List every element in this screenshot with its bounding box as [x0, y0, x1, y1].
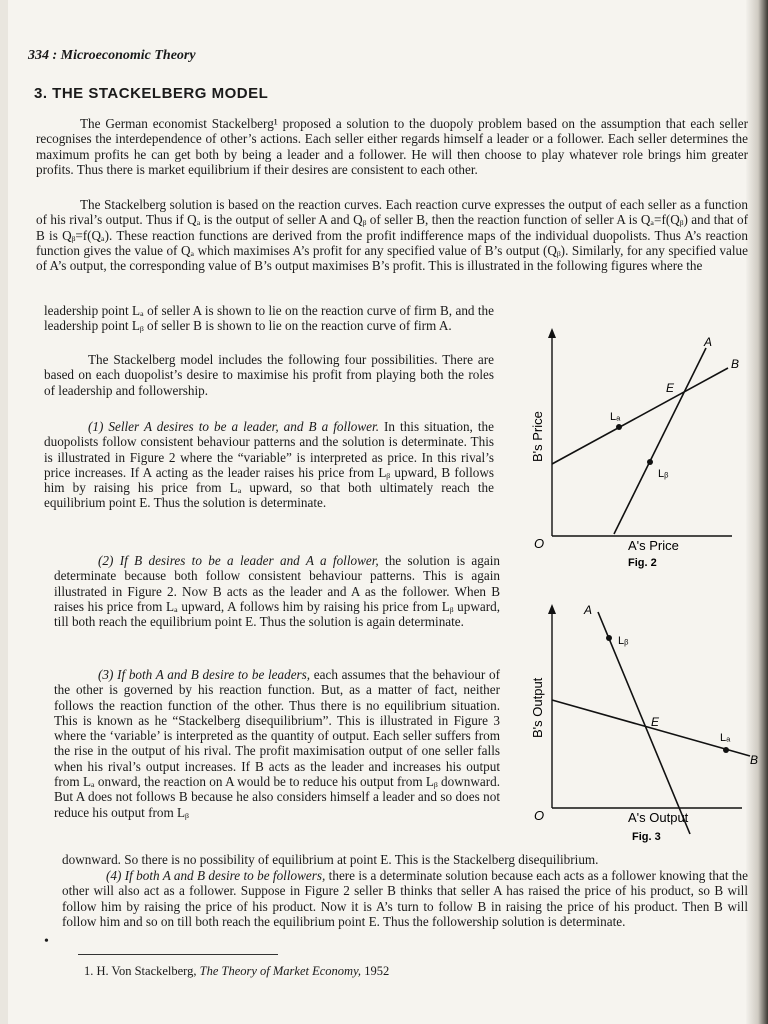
case-2-lead: (2) If B desires to be a leader and A a follower, — [98, 553, 379, 568]
paragraph-reaction-curves: The Stackelberg solution is based on the reaction curves. Each reaction curve expresses the output of each seller as a function of his rival’s output. Thus if Qₐ is the output of seller A and Qᵦ of seller B, then the reaction function of seller A is Qₐ=f(Qᵦ) and that of B is Qᵦ=f(Qₐ). These reaction functions are derived from the profit indifference maps of the individual duopolists. Thus A’s reaction function gives the value of Qₐ which maximises A’s profit for any specified value of B’s output (Qᵦ). Similarly, for any specified value of A’s output, the corresponding value of B’s output maximises B’s profit. This is illustrated in the following figures where the — [36, 197, 748, 274]
fig3-caption: Fig. 3 — [632, 831, 661, 843]
fig2-label-la: Lₐ — [610, 411, 621, 423]
footnote-title: The Theory of Market Economy, — [199, 964, 362, 978]
footnote — [84, 964, 389, 979]
fig2-curve-b — [552, 368, 728, 464]
fig3-label-la: Lₐ — [720, 732, 731, 744]
case-2 — [54, 553, 500, 629]
fig3-xlabel: A's Output — [628, 810, 689, 825]
paragraph-leadership-points: leadership point Lₐ of seller A is shown to lie on the reaction curve of firm B, and the leadership point Lᵦ of seller B is shown to lie on the reaction curve of firm A. — [44, 303, 494, 334]
footnote-marker: 1. — [84, 964, 94, 978]
fig3-label-lb: Lᵦ — [618, 635, 629, 647]
fig2-caption: Fig. 2 — [628, 557, 657, 569]
case-1 — [44, 419, 494, 511]
fig3-curve-a — [598, 612, 690, 834]
fig2-label-e: E — [666, 381, 675, 395]
fig2-label-b: B — [731, 357, 740, 371]
footnote-author: H. Von Stackelberg, — [96, 964, 197, 978]
case-3-lead: (3) If both A and B desire to be leaders, — [98, 667, 311, 682]
fig3-label-b: B — [750, 753, 759, 767]
case-1-body: In this situation, the duopolists follow consistent behaviour patterns and the solution is determinate. This is illustrated in Figure 2 where the “variable” is interpreted as price. In this rival’s price increases. If A acting as the leader raises his price from Lᵦ upward, B follows him by raising his price from Lₐ upward, so that both ultimately reach the equilibrium point E. Thus the solution is determinate. — [44, 419, 494, 511]
paragraph-intro: The German economist Stackelberg¹ proposed a solution to the duopoly problem based on the assumption that each seller recognises the interdependence of other’s actions. Each seller either regards himself a leader or a follower. Each seller determines the maximum profits he can get both by being a leader and a follower. He will then choose to play whatever role brings him greater profits. Thus there is market equilibrium if their desires are consistent to each other. — [36, 116, 748, 177]
fig2-label-a: A — [704, 335, 713, 349]
fig2-ylabel: B's Price — [530, 411, 545, 462]
fig2-point-lb — [647, 459, 653, 465]
margin-dot: • — [44, 934, 49, 949]
paragraph-possibilities: The Stackelberg model includes the following four possibilities. There are based on each duopolist’s desire to maximise his profit from playing both the roles of leadership and followership. — [44, 352, 494, 398]
running-head: 334 : Microeconomic Theory — [28, 48, 196, 63]
case-4 — [62, 868, 748, 929]
fig3-point-lb — [606, 635, 612, 641]
fig3-y-arrow — [548, 604, 556, 614]
case-4-lead: (4) If both A and B desire to be followers, — [106, 868, 326, 883]
fig2-origin: O — [534, 536, 545, 551]
fig2-y-arrow — [548, 328, 556, 338]
fig3-label-e: E — [651, 715, 660, 729]
figure-3 — [520, 598, 760, 848]
fig3-ylabel: B's Output — [530, 677, 545, 738]
fig3-origin: O — [534, 808, 545, 823]
case-4-body: there is a determinate solution because each acts as a follower knowing that the other will also act as a follower. Suppose in Figure 2 seller B thinks that seller A has raised the price of his product, so B will follow him by raising the price of his product. Now it is A’s turn to follow B in raising the price of his product. Then B will follow him and so on till both reach the equilibrium point E. Thus the followership solution is determinate. — [62, 868, 748, 929]
fig3-point-la — [723, 747, 729, 753]
case-3 — [54, 667, 500, 820]
fig2-xlabel: A's Price — [628, 538, 679, 553]
fig2-point-la — [616, 424, 622, 430]
fig3-label-a: A — [584, 603, 593, 617]
footnote-year: 1952 — [364, 964, 390, 978]
case-1-lead: (1) Seller A desires to be a leader, and B a follower. — [88, 419, 379, 434]
fig2-curve-a — [614, 348, 706, 534]
fig2-label-lb: Lᵦ — [658, 468, 669, 480]
case-3-tail: downward. So there is no possibility of equilibrium at point E. This is the Stackelberg disequilibrium. — [62, 852, 599, 867]
figure-2 — [520, 322, 760, 572]
footnote-rule — [78, 954, 278, 955]
case-2-body: the solution is again determinate because both follow consistent behaviour patterns. This is again illustrated in Figure 2. Now B acts as the leader and A as the follower. When B raises his price from Lₐ upward, A follows him by raising his price from Lᵦ upward, till both reach the equilibrium point E. Thus the solution is again determinate. — [54, 553, 500, 630]
section-heading: 3. THE STACKELBERG MODEL — [34, 85, 269, 102]
case-3-body: each assumes that the behaviour of the other is governed by his reaction function. But, as a matter of fact, neither follows the reaction function of the other. Thus there is no equilibrium situation. This is known as he “Stackelberg disequilibrium”. This is illustrated in Figure 3 where the ‘variable’ is interpreted as the quantity of output. Each seller suffers from the rise in the output of his rival. The profit maximisation output of one seller falls when his rival’s output increases. If B acts as the leader and increases his output from Lₐ onward, the reaction on A would be to reduce his output from Lᵦ downward. But A does not follows B because he also considers himself a leader and so does not reduce his output from Lᵦ — [54, 667, 500, 820]
